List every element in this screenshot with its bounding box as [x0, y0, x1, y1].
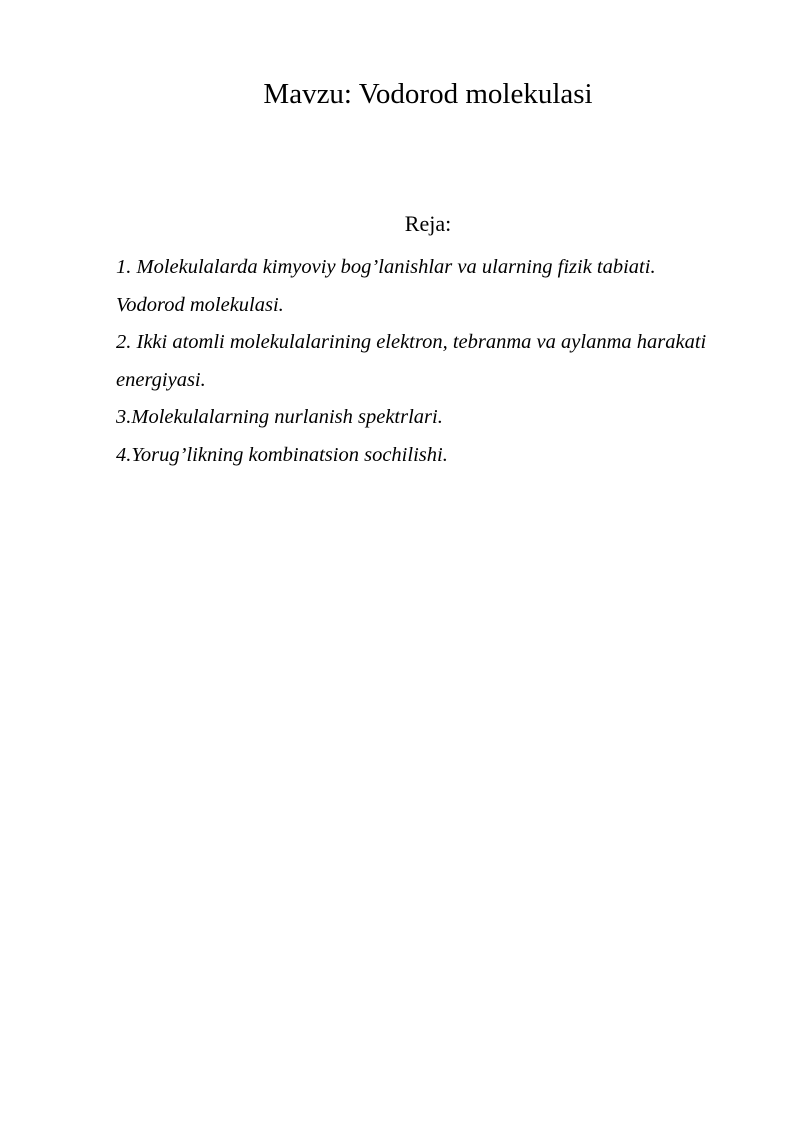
- plan-list: [116, 249, 766, 474]
- plan-line: 2. Ikki atomli molekulalarining elektron, tebranma va aylanma harakati: [116, 331, 707, 353]
- page-title: Mavzu: Vodorod molekulasi: [263, 78, 593, 110]
- plan-line: 3.Molekulalarning nurlanish spektrlari.: [116, 406, 443, 428]
- plan-line: energiyasi.: [116, 368, 206, 391]
- plan-heading: Reja:: [404, 211, 452, 236]
- plan-line: 1. Molekulalarda kimyoviy bog’lanishlar va ularning fizik tabiati.: [116, 256, 656, 278]
- plan-line: Vodorod molekulasi.: [116, 293, 284, 316]
- plan-line: 4.Yorug’likning kombinatsion sochilishi.: [116, 443, 448, 466]
